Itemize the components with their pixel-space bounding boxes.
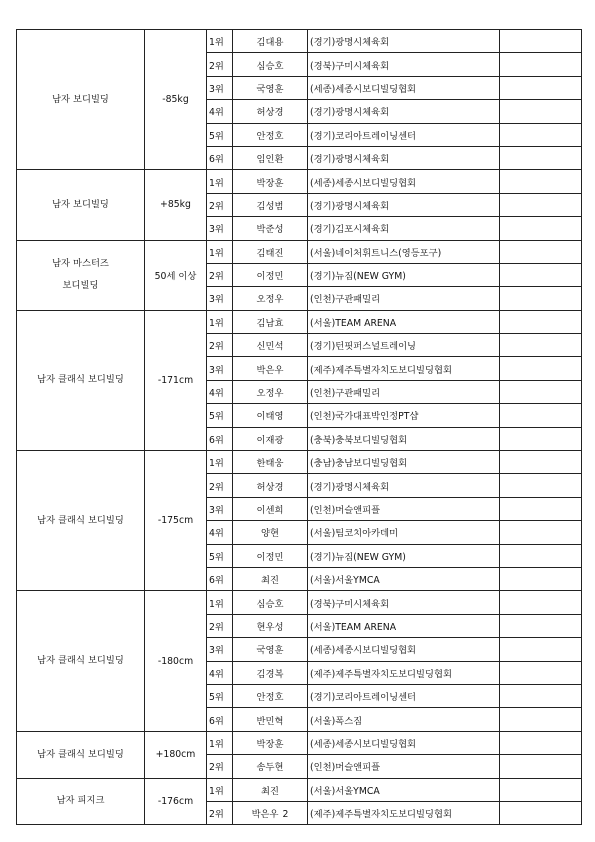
athlete-name-cell xyxy=(233,731,308,754)
athlete-name: 안정호 xyxy=(256,130,284,142)
athlete-name-cell xyxy=(233,146,308,169)
category-label: 남자 마스터즈 xyxy=(52,258,109,270)
empty-cell xyxy=(500,801,582,824)
weight-class-cell: +85kg xyxy=(145,170,207,240)
team-cell: (경북)구미시체육회 xyxy=(308,53,500,76)
athlete-name: 이센희 xyxy=(256,505,284,516)
category-label: 남자 보디빌딩 xyxy=(52,198,109,210)
rank-cell: 2위 xyxy=(207,53,233,76)
athlete-name-cell xyxy=(233,427,308,450)
category-cell xyxy=(17,778,145,825)
athlete-name: 국영훈 xyxy=(256,83,284,95)
empty-cell xyxy=(500,591,582,614)
athlete-name: 한태웅 xyxy=(256,458,284,470)
rank-cell: 5위 xyxy=(207,404,233,427)
weight-class-cell: -176cm xyxy=(145,778,207,825)
empty-cell xyxy=(500,638,582,661)
team-cell: (서울)서울YMCA xyxy=(308,567,500,590)
team-cell: (경기)턴핏퍼스널트레이닝 xyxy=(308,334,500,357)
team-cell: (서울)서울YMCA xyxy=(308,778,500,801)
rank-cell: 1위 xyxy=(207,30,233,53)
athlete-name: 이정민 xyxy=(256,271,284,283)
empty-cell xyxy=(500,357,582,380)
team-cell: (경기)광명시체육회 xyxy=(308,474,500,497)
rank-cell: 1위 xyxy=(207,170,233,193)
athlete-name: 오정우 xyxy=(256,388,284,400)
category-label: 남자 클래식 보디빌딩 xyxy=(37,374,124,386)
rank-cell: 3위 xyxy=(207,497,233,520)
empty-cell xyxy=(500,146,582,169)
rank-cell: 4위 xyxy=(207,380,233,403)
rank-cell: 3위 xyxy=(207,357,233,380)
category-cell xyxy=(17,170,145,240)
athlete-name: 최진 xyxy=(261,785,279,797)
rank-cell: 2위 xyxy=(207,263,233,286)
athlete-name: 안정호 xyxy=(256,692,284,704)
empty-cell xyxy=(500,30,582,53)
athlete-name-suffix: 2 xyxy=(282,809,289,821)
athlete-name-cell xyxy=(233,217,308,240)
athlete-name-cell xyxy=(233,263,308,286)
empty-cell xyxy=(500,497,582,520)
empty-cell xyxy=(500,474,582,497)
empty-cell xyxy=(500,708,582,731)
athlete-name-cell xyxy=(233,76,308,99)
rank-cell: 3위 xyxy=(207,638,233,661)
team-cell: (충남)충남보디빌딩협회 xyxy=(308,451,500,474)
table-row xyxy=(17,778,582,801)
empty-cell xyxy=(500,521,582,544)
weight-class-cell: -85kg xyxy=(145,30,207,170)
team-cell: (인천)머슬앤피플 xyxy=(308,755,500,778)
team-cell: (경기)광명시체육회 xyxy=(308,30,500,53)
weight-class-cell: +180cm xyxy=(145,731,207,778)
team-cell: (서울)팀코치아카데미 xyxy=(308,521,500,544)
athlete-name: 박은우 xyxy=(251,809,279,821)
athlete-name-cell xyxy=(233,778,308,801)
team-cell: (서울)폭스짐 xyxy=(308,708,500,731)
category-cell xyxy=(17,30,145,170)
empty-cell xyxy=(500,567,582,590)
athlete-name: 임인환 xyxy=(256,154,284,166)
team-cell: (세종)세종시보디빌딩협회 xyxy=(308,731,500,754)
rank-cell: 1위 xyxy=(207,310,233,333)
rank-cell: 6위 xyxy=(207,146,233,169)
empty-cell xyxy=(500,310,582,333)
athlete-name: 국영훈 xyxy=(256,645,284,657)
category-label: 남자 보디빌딩 xyxy=(52,93,109,105)
athlete-name: 박은우 xyxy=(256,364,284,376)
weight-class-cell: 50세 이상 xyxy=(145,240,207,310)
rank-cell: 2위 xyxy=(207,755,233,778)
category-cell xyxy=(17,310,145,450)
athlete-name: 허상경 xyxy=(256,107,284,119)
rank-cell: 3위 xyxy=(207,76,233,99)
athlete-name: 박장훈 xyxy=(256,738,284,750)
team-cell: (경기)광명시체육회 xyxy=(308,100,500,123)
empty-cell xyxy=(500,544,582,567)
rank-cell: 1위 xyxy=(207,240,233,263)
results-table xyxy=(16,29,582,825)
table-row xyxy=(17,591,582,614)
category-cell xyxy=(17,451,145,591)
athlete-name: 양현 xyxy=(261,528,279,540)
athlete-name-cell xyxy=(233,380,308,403)
team-cell: (경기)코리아트레이닝센터 xyxy=(308,123,500,146)
athlete-name: 김태진 xyxy=(256,247,284,259)
empty-cell xyxy=(500,334,582,357)
athlete-name-cell xyxy=(233,240,308,263)
athlete-name-cell xyxy=(233,287,308,310)
team-cell: (인천)국가대표박인정PT샵 xyxy=(308,404,500,427)
athlete-name: 허상경 xyxy=(256,481,284,493)
category-label: 보디빌딩 xyxy=(62,280,99,292)
team-cell: (경북)구미시체육회 xyxy=(308,591,500,614)
athlete-name: 이태영 xyxy=(256,411,284,423)
athlete-name: 신민석 xyxy=(256,341,284,353)
table-row xyxy=(17,451,582,474)
athlete-name-cell xyxy=(233,497,308,520)
empty-cell xyxy=(500,661,582,684)
rank-cell: 2위 xyxy=(207,801,233,824)
rank-cell: 5위 xyxy=(207,544,233,567)
athlete-name: 심승호 xyxy=(256,60,284,72)
weight-class-cell: -175cm xyxy=(145,451,207,591)
athlete-name-cell xyxy=(233,544,308,567)
rank-cell: 1위 xyxy=(207,591,233,614)
team-cell: (경기)광명시체육회 xyxy=(308,146,500,169)
team-cell: (인천)머슬앤피플 xyxy=(308,497,500,520)
athlete-name-cell xyxy=(233,638,308,661)
results-body xyxy=(17,30,582,825)
athlete-name-cell xyxy=(233,357,308,380)
empty-cell xyxy=(500,53,582,76)
team-cell: (세종)세종시보디빌딩협회 xyxy=(308,638,500,661)
team-cell: (세종)세종시보디빌딩협회 xyxy=(308,170,500,193)
category-cell xyxy=(17,591,145,731)
empty-cell xyxy=(500,614,582,637)
athlete-name: 김대용 xyxy=(256,37,284,49)
athlete-name: 이재광 xyxy=(256,434,284,446)
athlete-name-cell xyxy=(233,404,308,427)
athlete-name: 최진 xyxy=(261,575,279,587)
athlete-name-cell xyxy=(233,661,308,684)
athlete-name-cell xyxy=(233,53,308,76)
table-row xyxy=(17,170,582,193)
team-cell: (인천)구관패밀리 xyxy=(308,380,500,403)
athlete-name-cell xyxy=(233,567,308,590)
athlete-name: 김성범 xyxy=(256,200,284,212)
athlete-name-cell xyxy=(233,310,308,333)
athlete-name: 오정우 xyxy=(256,294,284,306)
empty-cell xyxy=(500,451,582,474)
athlete-name-cell xyxy=(233,30,308,53)
category-label: 남자 클래식 보디빌딩 xyxy=(37,748,124,760)
empty-cell xyxy=(500,193,582,216)
table-row xyxy=(17,310,582,333)
athlete-name: 이정민 xyxy=(256,551,284,563)
category-label: 남자 피지크 xyxy=(56,795,105,807)
category-label: 남자 클래식 보디빌딩 xyxy=(37,514,124,526)
rank-cell: 3위 xyxy=(207,287,233,310)
table-row xyxy=(17,731,582,754)
empty-cell xyxy=(500,263,582,286)
athlete-name: 현우성 xyxy=(256,621,284,633)
athlete-name-cell xyxy=(233,708,308,731)
rank-cell: 6위 xyxy=(207,427,233,450)
category-label: 남자 클래식 보디빌딩 xyxy=(37,655,124,667)
empty-cell xyxy=(500,287,582,310)
athlete-name: 김남효 xyxy=(256,317,284,329)
rank-cell: 2위 xyxy=(207,474,233,497)
category-cell xyxy=(17,731,145,778)
team-cell: (서울)TEAM ARENA xyxy=(308,614,500,637)
team-cell: (인천)구관패밀리 xyxy=(308,287,500,310)
athlete-name: 송두현 xyxy=(256,762,284,774)
empty-cell xyxy=(500,778,582,801)
rank-cell: 4위 xyxy=(207,100,233,123)
rank-cell: 4위 xyxy=(207,521,233,544)
empty-cell xyxy=(500,100,582,123)
rank-cell: 3위 xyxy=(207,217,233,240)
athlete-name-cell xyxy=(233,684,308,707)
rank-cell: 2위 xyxy=(207,193,233,216)
team-cell: (경기)광명시체육회 xyxy=(308,193,500,216)
rank-cell: 1위 xyxy=(207,451,233,474)
rank-cell: 6위 xyxy=(207,708,233,731)
team-cell: (세종)세종시보디빌딩협회 xyxy=(308,76,500,99)
empty-cell xyxy=(500,380,582,403)
team-cell: (제주)제주특별자치도보디빌딩협회 xyxy=(308,801,500,824)
table-row xyxy=(17,30,582,53)
empty-cell xyxy=(500,76,582,99)
rank-cell: 2위 xyxy=(207,334,233,357)
team-cell: (경기)김포시체육회 xyxy=(308,217,500,240)
rank-cell: 1위 xyxy=(207,731,233,754)
empty-cell xyxy=(500,427,582,450)
rank-cell: 4위 xyxy=(207,661,233,684)
empty-cell xyxy=(500,731,582,754)
team-cell: (경기)뉴짐(NEW GYM) xyxy=(308,544,500,567)
empty-cell xyxy=(500,123,582,146)
athlete-name: 반민혁 xyxy=(256,715,284,727)
athlete-name-cell xyxy=(233,614,308,637)
athlete-name-cell xyxy=(233,123,308,146)
athlete-name-cell xyxy=(233,755,308,778)
athlete-name-cell xyxy=(233,170,308,193)
team-cell: (경기)코리아트레이닝센터 xyxy=(308,684,500,707)
rank-cell: 6위 xyxy=(207,567,233,590)
team-cell: (제주)제주특별자치도보디빌딩협회 xyxy=(308,357,500,380)
rank-cell: 1위 xyxy=(207,778,233,801)
athlete-name: 박준성 xyxy=(256,224,284,236)
team-cell: (서울)네이처휘트니스(영등포구) xyxy=(308,240,500,263)
category-cell xyxy=(17,240,145,310)
athlete-name-cell xyxy=(233,521,308,544)
athlete-name-cell xyxy=(233,801,308,824)
team-cell: (경기)뉴짐(NEW GYM) xyxy=(308,263,500,286)
athlete-name-cell xyxy=(233,451,308,474)
athlete-name: 심승호 xyxy=(256,598,284,610)
weight-class-cell: -171cm xyxy=(145,310,207,450)
rank-cell: 5위 xyxy=(207,123,233,146)
empty-cell xyxy=(500,755,582,778)
athlete-name-cell xyxy=(233,193,308,216)
athlete-name: 박장훈 xyxy=(256,177,284,189)
empty-cell xyxy=(500,404,582,427)
team-cell: (서울)TEAM ARENA xyxy=(308,310,500,333)
table-row xyxy=(17,240,582,263)
empty-cell xyxy=(500,240,582,263)
athlete-name-cell xyxy=(233,100,308,123)
rank-cell: 5위 xyxy=(207,684,233,707)
team-cell: (충북)충북보디빌딩협회 xyxy=(308,427,500,450)
team-cell: (제주)제주특별자치도보디빌딩협회 xyxy=(308,661,500,684)
empty-cell xyxy=(500,217,582,240)
athlete-name-cell xyxy=(233,474,308,497)
empty-cell xyxy=(500,684,582,707)
athlete-name-cell xyxy=(233,334,308,357)
athlete-name: 김경복 xyxy=(256,668,284,680)
empty-cell xyxy=(500,170,582,193)
weight-class-cell: -180cm xyxy=(145,591,207,731)
athlete-name-cell xyxy=(233,591,308,614)
rank-cell: 2위 xyxy=(207,614,233,637)
